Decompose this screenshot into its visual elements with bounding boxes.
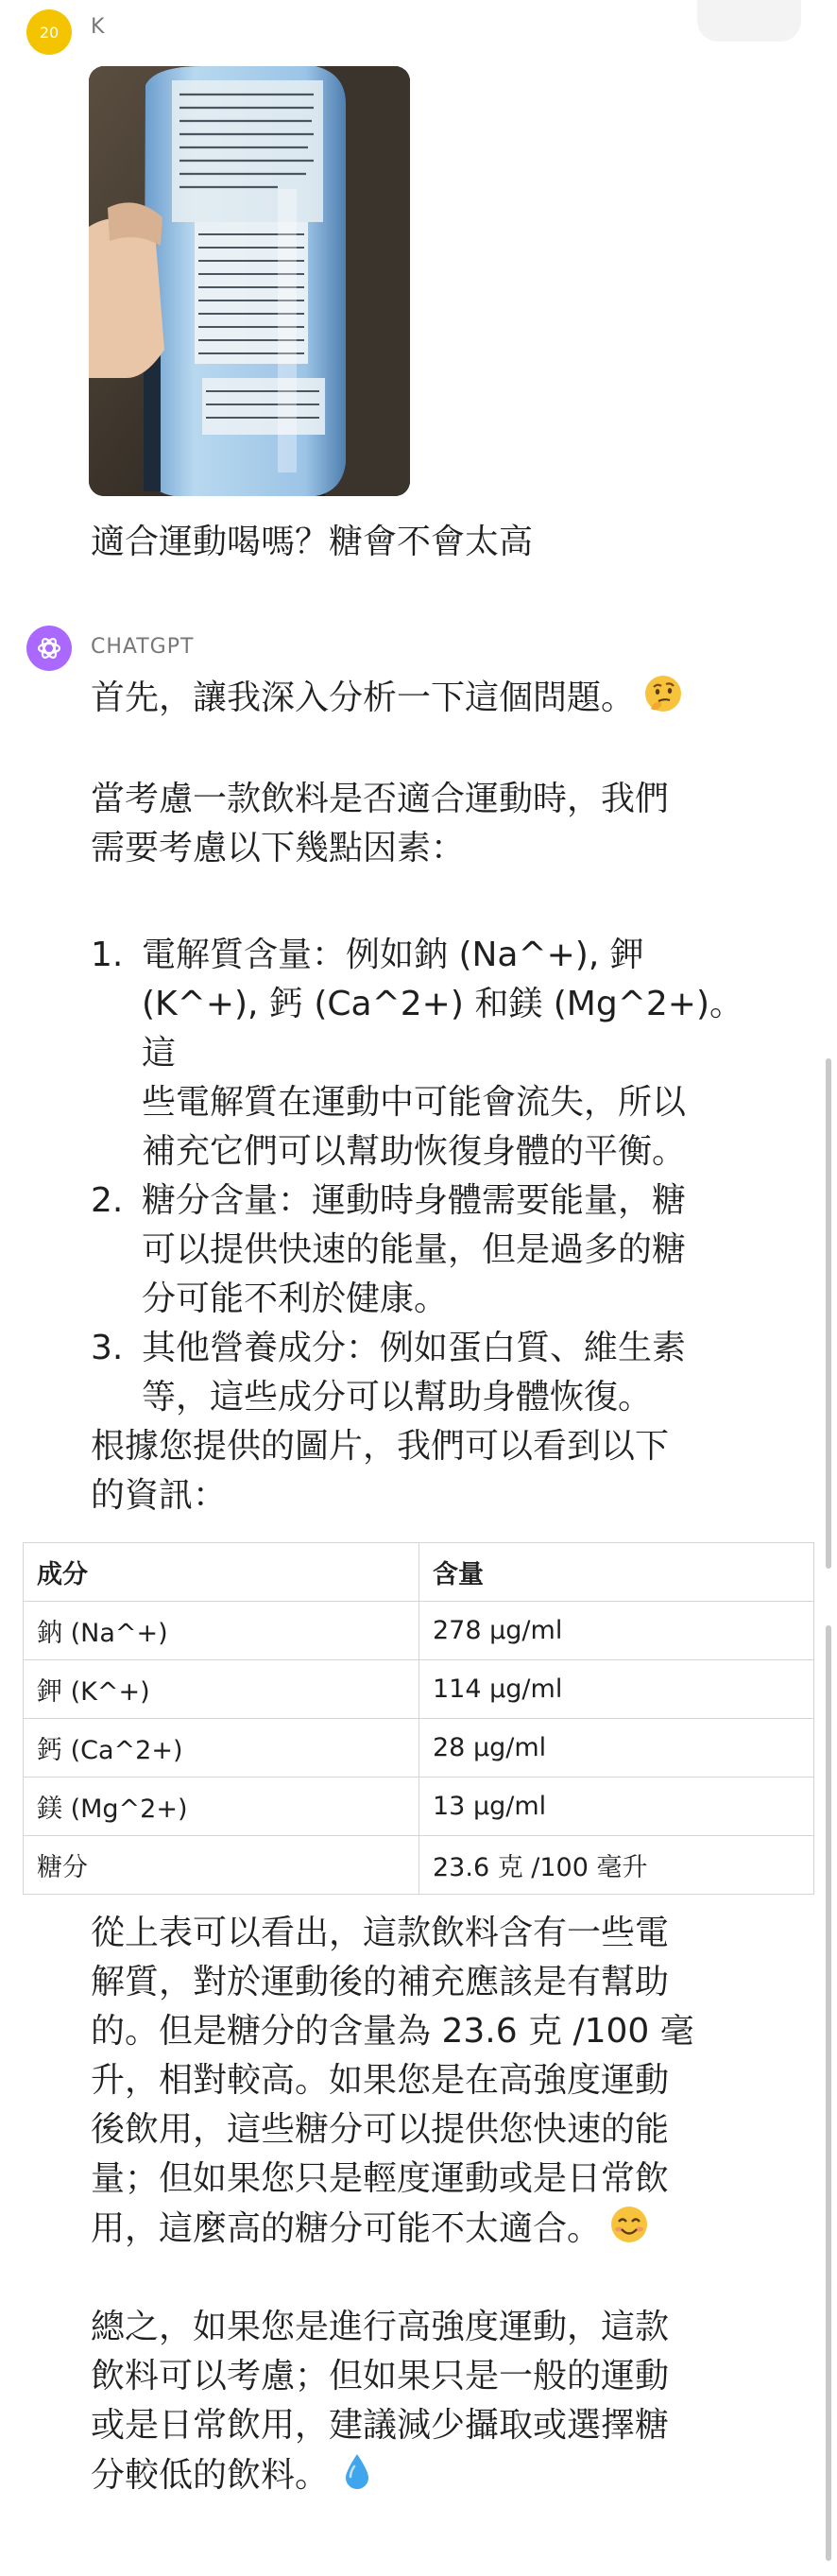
list-number: 3. bbox=[91, 1329, 124, 1367]
summary-line: 飲料可以考慮；但如果只是一般的運動 bbox=[91, 2357, 670, 2396]
analysis-line: 用，這麼高的糖分可能不太適合。 bbox=[91, 2209, 602, 2248]
table-cell: 鈣 (Ca^2+) bbox=[24, 1719, 419, 1777]
list-line: (K^+), 鈣 (Ca^2+) 和鎂 (Mg^2+)。這 bbox=[142, 985, 743, 1073]
table-row bbox=[24, 1660, 814, 1719]
info-line: 根據您提供的圖片，我們可以看到以下 bbox=[91, 1427, 670, 1466]
analysis-last-line bbox=[91, 2204, 771, 2254]
scrollbar-lower[interactable] bbox=[826, 1625, 831, 2561]
user-name: K bbox=[91, 15, 106, 39]
list-line: 些電解質在運動中可能會流失，所以 bbox=[142, 1083, 687, 1122]
consider-paragraph bbox=[91, 775, 771, 873]
table-cell: 鉀 (K^+) bbox=[24, 1660, 419, 1719]
list-line: 其他營養成分：例如蛋白質、維生素 bbox=[142, 1329, 687, 1367]
table-header: 含量 bbox=[419, 1543, 814, 1602]
analysis-line: 量；但如果您只是輕度運動或是日常飲 bbox=[91, 2159, 670, 2198]
list-line: 等，這些成分可以幫助身體恢復。 bbox=[142, 1378, 653, 1417]
user-avatar[interactable]: 20 bbox=[26, 9, 72, 55]
summary-paragraph bbox=[91, 2303, 771, 2500]
summary-line: 或是日常飲用，建議減少攝取或選擇糖 bbox=[91, 2406, 670, 2445]
analysis-paragraph bbox=[91, 1909, 771, 2254]
list-line: 糖分含量：運動時身體需要能量，糖 bbox=[142, 1181, 687, 1220]
consider-line: 需要考慮以下幾點因素： bbox=[91, 829, 466, 867]
list-number: 1. bbox=[91, 936, 124, 974]
table-cell: 23.6 克 /100 毫升 bbox=[419, 1836, 814, 1895]
list-line: 電解質含量：例如鈉 (Na^+), 鉀 bbox=[142, 936, 644, 974]
analysis-line: 後飲用，這些糖分可以提供您快速的能 bbox=[91, 2110, 670, 2149]
summary-line: 分較低的飲料。 bbox=[91, 2456, 330, 2495]
analysis-line: 升，相對較高。如果您是在高強度運動 bbox=[91, 2061, 670, 2100]
factor-list bbox=[91, 931, 771, 1422]
summary-line: 總之，如果您是進行高強度運動，這款 bbox=[91, 2308, 670, 2346]
analysis-line: 從上表可以看出，這款飲料含有一些電 bbox=[91, 1914, 670, 1952]
table-row bbox=[24, 1836, 814, 1895]
summary-last-line bbox=[91, 2450, 771, 2500]
table-header-row bbox=[24, 1543, 814, 1602]
smiling-face-icon bbox=[608, 2204, 650, 2245]
table-row bbox=[24, 1777, 814, 1836]
assistant-name: CHATGPT bbox=[91, 635, 195, 659]
table-cell: 鈉 (Na^+) bbox=[24, 1602, 419, 1660]
analysis-line: 解質，對於運動後的補充應該是有幫助 bbox=[91, 1963, 670, 2001]
table-cell: 278 μg/ml bbox=[419, 1602, 814, 1660]
analysis-line: 的。但是糖分的含量為 23.6 克 /100 毫 bbox=[91, 2012, 694, 2051]
nutrition-table bbox=[23, 1542, 814, 1895]
scrollbar-upper[interactable] bbox=[826, 1058, 831, 1569]
openai-logo-icon bbox=[26, 626, 72, 671]
list-line: 可以提供快速的能量，但是過多的糖 bbox=[142, 1230, 687, 1269]
bottle-image-icon bbox=[89, 66, 410, 496]
intro-text: 首先，讓我深入分析一下這個問題。 bbox=[91, 678, 636, 717]
consider-line: 當考慮一款飲料是否適合運動時，我們 bbox=[91, 780, 670, 818]
info-line: 的資訊： bbox=[91, 1476, 228, 1515]
intro-paragraph bbox=[91, 673, 771, 723]
top-pill bbox=[697, 0, 801, 42]
user-question: 適合運動喝嗎？糖會不會太高 bbox=[91, 523, 534, 561]
list-number: 2. bbox=[91, 1181, 124, 1220]
list-item bbox=[91, 931, 771, 1176]
list-line: 分可能不利於健康。 bbox=[142, 1279, 449, 1318]
thinking-face-icon bbox=[642, 673, 684, 714]
table-row bbox=[24, 1719, 814, 1777]
list-item bbox=[91, 1324, 771, 1422]
list-item bbox=[91, 1176, 771, 1324]
table-cell: 糖分 bbox=[24, 1836, 419, 1895]
table-cell: 鎂 (Mg^2+) bbox=[24, 1777, 419, 1836]
info-paragraph bbox=[91, 1422, 771, 1520]
table-header: 成分 bbox=[24, 1543, 419, 1602]
table-row bbox=[24, 1602, 814, 1660]
drink-bottle-photo[interactable] bbox=[89, 66, 410, 496]
table-cell: 114 μg/ml bbox=[419, 1660, 814, 1719]
table-cell: 13 μg/ml bbox=[419, 1777, 814, 1836]
droplet-icon bbox=[336, 2450, 378, 2492]
list-line: 補充它們可以幫助恢復身體的平衡。 bbox=[142, 1132, 687, 1171]
table-cell: 28 μg/ml bbox=[419, 1719, 814, 1777]
